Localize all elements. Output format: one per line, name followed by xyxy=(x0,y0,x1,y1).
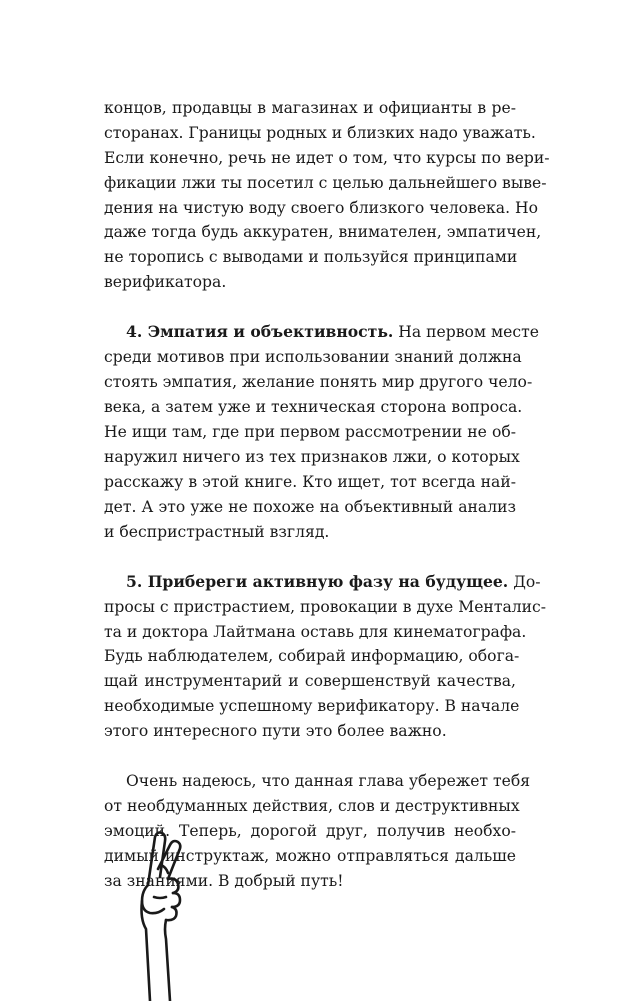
text-line: не торопись с выводами и пользуйся принципами xyxy=(104,248,518,267)
text-line-first xyxy=(104,769,531,794)
text-fragment: До- xyxy=(508,572,541,591)
text-line: просы с пристрастием, провокации в духе Менталис- xyxy=(104,597,547,616)
text-fragment: На первом месте xyxy=(393,323,539,342)
text-line: сторанах. Границы родных и близких надо уважать. xyxy=(104,123,536,142)
text-line: верификатора. xyxy=(104,273,227,292)
text-line: щай инструментарий и совершенствуй качества, xyxy=(104,672,516,691)
text-line: за знаниями. В добрый путь! xyxy=(104,871,344,890)
text-line: стоять эмпатия, желание понять мир другого чело- xyxy=(104,373,533,392)
text-line: от необдуманных действия, слов и деструктивных xyxy=(104,797,520,816)
paragraph-3 xyxy=(104,570,547,744)
text-line: дения на чистую воду своего близкого человека. Но xyxy=(104,198,538,217)
text-line: Если конечно, речь не идет о том, что курсы по вери- xyxy=(104,148,550,167)
text-line: эмоций. Теперь, дорогой друг, получив необхо- xyxy=(104,822,516,841)
text-line-first xyxy=(104,320,539,345)
text-line-first xyxy=(104,570,541,595)
text-line: даже тогда будь аккуратен, внимателен, эмпатичен, xyxy=(104,223,542,242)
paragraph-1 xyxy=(104,96,550,295)
crossed-fingers-hand-icon xyxy=(128,829,198,1001)
text-line: и беспристрастный взгляд. xyxy=(104,522,330,541)
text-line: расскажу в этой книге. Кто ищет, тот всегда най- xyxy=(104,472,516,491)
section-heading: 5. Прибереги активную фазу на будущее. xyxy=(126,571,509,591)
text-line: этого интересного пути это более важно. xyxy=(104,722,447,741)
text-fragment: Очень надеюсь, что данная глава убережет тебя xyxy=(126,772,531,791)
text-line: Не ищи там, где при первом рассмотрении не об- xyxy=(104,422,516,441)
text-line: концов, продавцы в магазинах и официанты в ре- xyxy=(104,99,516,117)
text-line: фикации лжи ты посетил с целью дальнейшего выве- xyxy=(104,173,547,192)
text-line: Будь наблюдателем, собирай информацию, обога- xyxy=(104,647,520,666)
text-line: среди мотивов при использовании знаний должна xyxy=(104,348,522,367)
text-line: димый инструктаж, можно отправляться дальше xyxy=(104,846,516,865)
text-line: века, а затем уже и техническая сторона вопроса. xyxy=(104,398,523,417)
page-body xyxy=(104,96,550,894)
section-heading: 4. Эмпатия и объективность. xyxy=(126,322,394,342)
text-line: наружил ничего из тех признаков лжи, о которых xyxy=(104,447,520,466)
text-line: та и доктора Лайтмана оставь для кинематографа. xyxy=(104,622,527,641)
text-line: необходимые успешному верификатору. В начале xyxy=(104,697,520,716)
text-line: дет. А это уже не похоже на объективный анализ xyxy=(104,497,516,516)
paragraph-2 xyxy=(104,320,539,544)
